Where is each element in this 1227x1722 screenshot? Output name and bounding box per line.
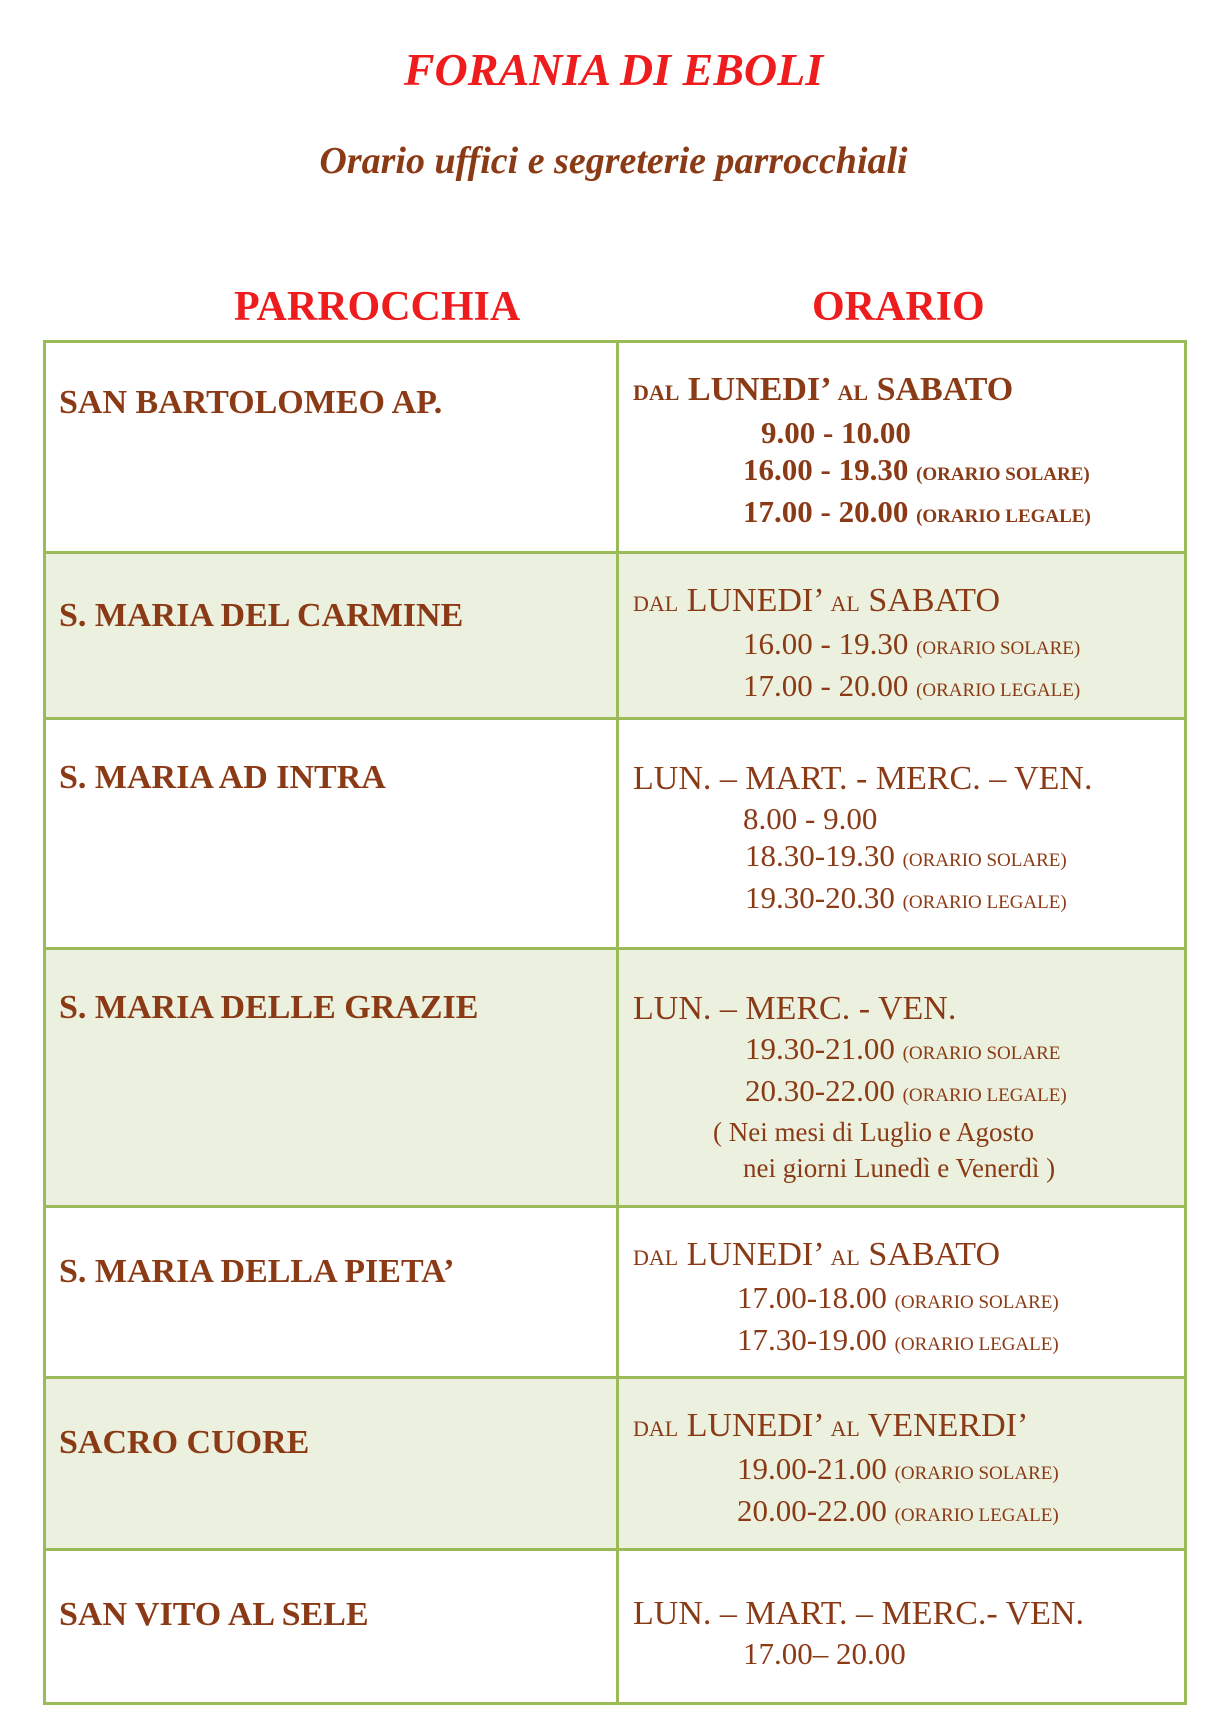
schedule-time: 9.00 - 10.00 <box>761 415 911 450</box>
parish-cell <box>45 1550 618 1704</box>
schedule-note: nei giorni Lunedì e Venerdì ) <box>743 1153 1056 1183</box>
table-row <box>45 553 1186 719</box>
schedule-time: 19.30-20.30 (ORARIO LEGALE) <box>745 880 1067 915</box>
schedule-days: DAL LUNEDI’ AL SABATO <box>633 371 1014 408</box>
schedule-days: LUN. – MART. - MERC. – VEN. <box>633 760 1093 797</box>
schedule-cell <box>618 1550 1186 1704</box>
parish-name: S. MARIA DELLE GRAZIE <box>59 989 479 1026</box>
table-row <box>45 342 1186 553</box>
schedule-time: 16.00 - 19.30 (ORARIO SOLARE) <box>743 452 1090 487</box>
parish-cell <box>45 719 618 949</box>
schedule-time: 17.00 - 20.00 (ORARIO LEGALE) <box>743 668 1081 703</box>
parish-name: S. MARIA AD INTRA <box>59 759 386 796</box>
table-row <box>45 719 1186 949</box>
schedule-time: 17.00 - 20.00 (ORARIO LEGALE) <box>743 494 1091 529</box>
parish-name: S. MARIA DELLA PIETA’ <box>59 1253 455 1290</box>
table-row <box>45 1550 1186 1704</box>
schedule-time: 19.00-21.00 (ORARIO SOLARE) <box>737 1451 1059 1486</box>
table-row <box>45 1207 1186 1378</box>
page-title: FORANIA DI EBOLI <box>403 44 824 95</box>
schedule-days: LUN. – MERC. - VEN. <box>633 990 957 1027</box>
schedule-time: 18.30-19.30 (ORARIO SOLARE) <box>745 838 1067 873</box>
column-header-schedule: ORARIO <box>812 284 985 330</box>
schedule-cell <box>618 719 1186 949</box>
parish-cell <box>45 949 618 1207</box>
schedule-cell <box>618 1207 1186 1378</box>
schedule-time: 19.30-21.00 (ORARIO SOLARE <box>745 1031 1061 1066</box>
parish-name: SAN VITO AL SELE <box>59 1596 369 1633</box>
schedule-days: DAL LUNEDI’ AL SABATO <box>633 1236 1001 1273</box>
schedule-note: ( Nei mesi di Luglio e Agosto <box>713 1117 1034 1147</box>
schedule-table <box>43 340 1187 1705</box>
page-subtitle: Orario uffici e segreterie parrocchiali <box>319 140 908 182</box>
parish-name: SAN BARTOLOMEO AP. <box>59 384 443 421</box>
schedule-time: 8.00 - 9.00 <box>743 801 878 836</box>
schedule-days: LUN. – MART. – MERC.- VEN. <box>633 1595 1084 1632</box>
schedule-time: 20.00-22.00 (ORARIO LEGALE) <box>737 1493 1059 1528</box>
parish-name: SACRO CUORE <box>59 1424 310 1461</box>
schedule-time: 20.30-22.00 (ORARIO LEGALE) <box>745 1073 1067 1108</box>
parish-cell <box>45 553 618 719</box>
schedule-time: 17.00– 20.00 <box>743 1636 906 1671</box>
table-row <box>45 949 1186 1207</box>
parish-name: S. MARIA DEL CARMINE <box>59 597 464 634</box>
parish-cell <box>45 1378 618 1550</box>
schedule-cell <box>618 1378 1186 1550</box>
column-header-parish: PARROCCHIA <box>234 284 521 330</box>
schedule-cell <box>618 949 1186 1207</box>
schedule-cell <box>618 553 1186 719</box>
schedule-time: 17.30-19.00 (ORARIO LEGALE) <box>737 1322 1059 1357</box>
schedule-cell <box>618 342 1186 553</box>
table-row <box>45 1378 1186 1550</box>
parish-cell <box>45 342 618 553</box>
schedule-time: 17.00-18.00 (ORARIO SOLARE) <box>737 1280 1059 1315</box>
parish-cell <box>45 1207 618 1378</box>
schedule-time: 16.00 - 19.30 (ORARIO SOLARE) <box>743 626 1081 661</box>
schedule-days: DAL LUNEDI’ AL VENERDI’ <box>633 1407 1029 1444</box>
schedule-days: DAL LUNEDI’ AL SABATO <box>633 582 1001 619</box>
